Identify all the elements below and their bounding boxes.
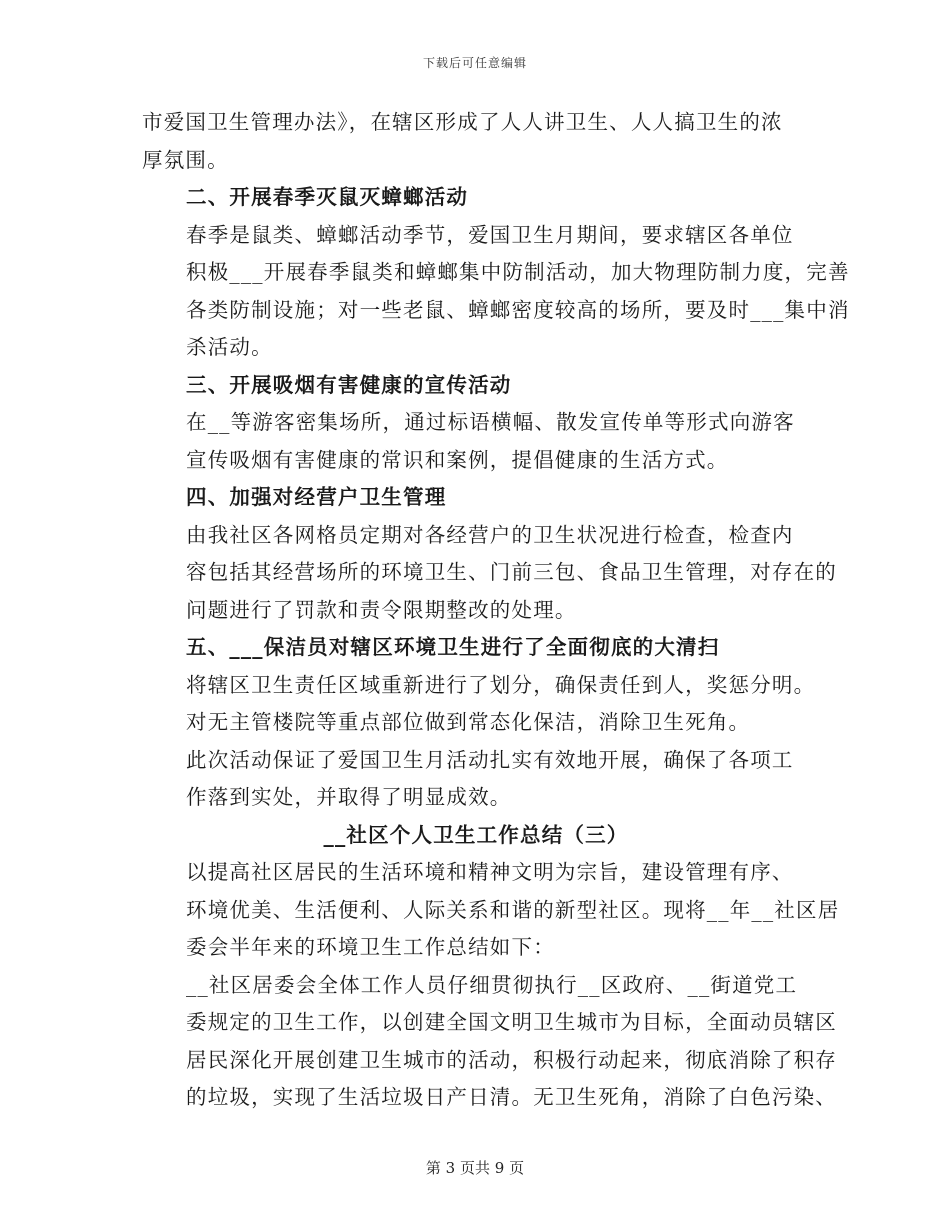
paragraph xyxy=(142,104,810,179)
text-line: 杀活动。 xyxy=(186,335,273,359)
paragraph xyxy=(142,742,810,817)
text-line: 宣传吸烟有害健康的常识和案例，提倡健康的生活方式。 xyxy=(186,447,729,472)
text-line: 居民深化开展创建卫生城市的活动，积极行动起来，彻底消除了积存 xyxy=(186,1047,837,1072)
section-heading xyxy=(142,367,810,405)
text-line: 问题进行了罚款和责令限期整改的处理。 xyxy=(186,597,577,622)
text-line: 以提高社区居民的生活环境和精神文明为宗旨，建设管理有序、 xyxy=(186,860,794,884)
text-line: 市爱国卫生管理办法》，在辖区形成了人人讲卫生、人人搞卫生的浓 xyxy=(142,110,783,134)
section-heading xyxy=(142,179,810,217)
paragraph xyxy=(142,854,840,967)
text-line: 四、加强对经营户卫生管理 xyxy=(186,485,447,509)
text-line: 的垃圾，实现了生活垃圾日产日清。无卫生死角，消除了白色污染、 xyxy=(186,1085,837,1109)
paragraph xyxy=(142,404,810,479)
text-line: __社区居委会全体工作人员仔细贯彻执行__区政府、__街道党工 xyxy=(186,972,798,997)
section-title xyxy=(142,817,810,855)
page-footer: 第 3 页共 9 页 xyxy=(425,1159,525,1177)
text-line: 厚氛围。 xyxy=(142,147,229,172)
text-line: 委会半年来的环境卫生工作总结如下： xyxy=(186,935,555,959)
text-line: 对无主管楼院等重点部位做到常态化保洁，消除卫生死角。 xyxy=(186,710,751,734)
text-line: 五、___保洁员对辖区环境卫生进行了全面彻底的大清扫 xyxy=(186,635,720,659)
document-body xyxy=(142,104,850,1117)
text-line: 环境优美、生活便利、人际关系和谐的新型社区。现将__年__社区居 xyxy=(186,897,840,922)
text-line: __社区个人卫生工作总结（三） xyxy=(323,822,629,847)
text-line: 容包括其经营场所的环境卫生、门前三包、食品卫生管理，对存在的 xyxy=(186,560,837,584)
text-line: 在__等游客密集场所，通过标语横幅、散发宣传单等形式向游客 xyxy=(186,410,795,434)
section-heading xyxy=(142,629,810,667)
paragraph xyxy=(142,967,837,1117)
text-line: 各类防制设施；对一些老鼠、蟑螂密度较高的场所，要及时___集中消 xyxy=(186,297,850,322)
text-line: 积极___开展春季鼠类和蟑螂集中防制活动，加大物理防制力度，完善 xyxy=(186,260,850,284)
text-line: 此次活动保证了爱国卫生月活动扎实有效地开展，确保了各项工 xyxy=(186,747,794,772)
text-line: 二、开展春季灭鼠灭蟑螂活动 xyxy=(186,185,469,209)
paragraph xyxy=(142,517,837,630)
section-heading xyxy=(142,479,810,517)
paragraph xyxy=(142,217,850,367)
text-line: 将辖区卫生责任区域重新进行了划分，确保责任到人，奖惩分明。 xyxy=(186,672,816,697)
text-line: 委规定的卫生工作，以创建全国文明卫生城市为目标，全面动员辖区 xyxy=(186,1010,837,1034)
text-line: 春季是鼠类、蟑螂活动季节，爱国卫生月期间，要求辖区各单位 xyxy=(186,222,794,247)
text-line: 三、开展吸烟有害健康的宣传活动 xyxy=(186,372,512,397)
page-header: 下载后可任意编辑 xyxy=(422,56,527,70)
paragraph xyxy=(142,667,816,742)
text-line: 由我社区各网格员定期对各经营户的卫生状况进行检查，检查内 xyxy=(186,522,794,547)
text-line: 作落到实处，并取得了明显成效。 xyxy=(186,785,512,809)
